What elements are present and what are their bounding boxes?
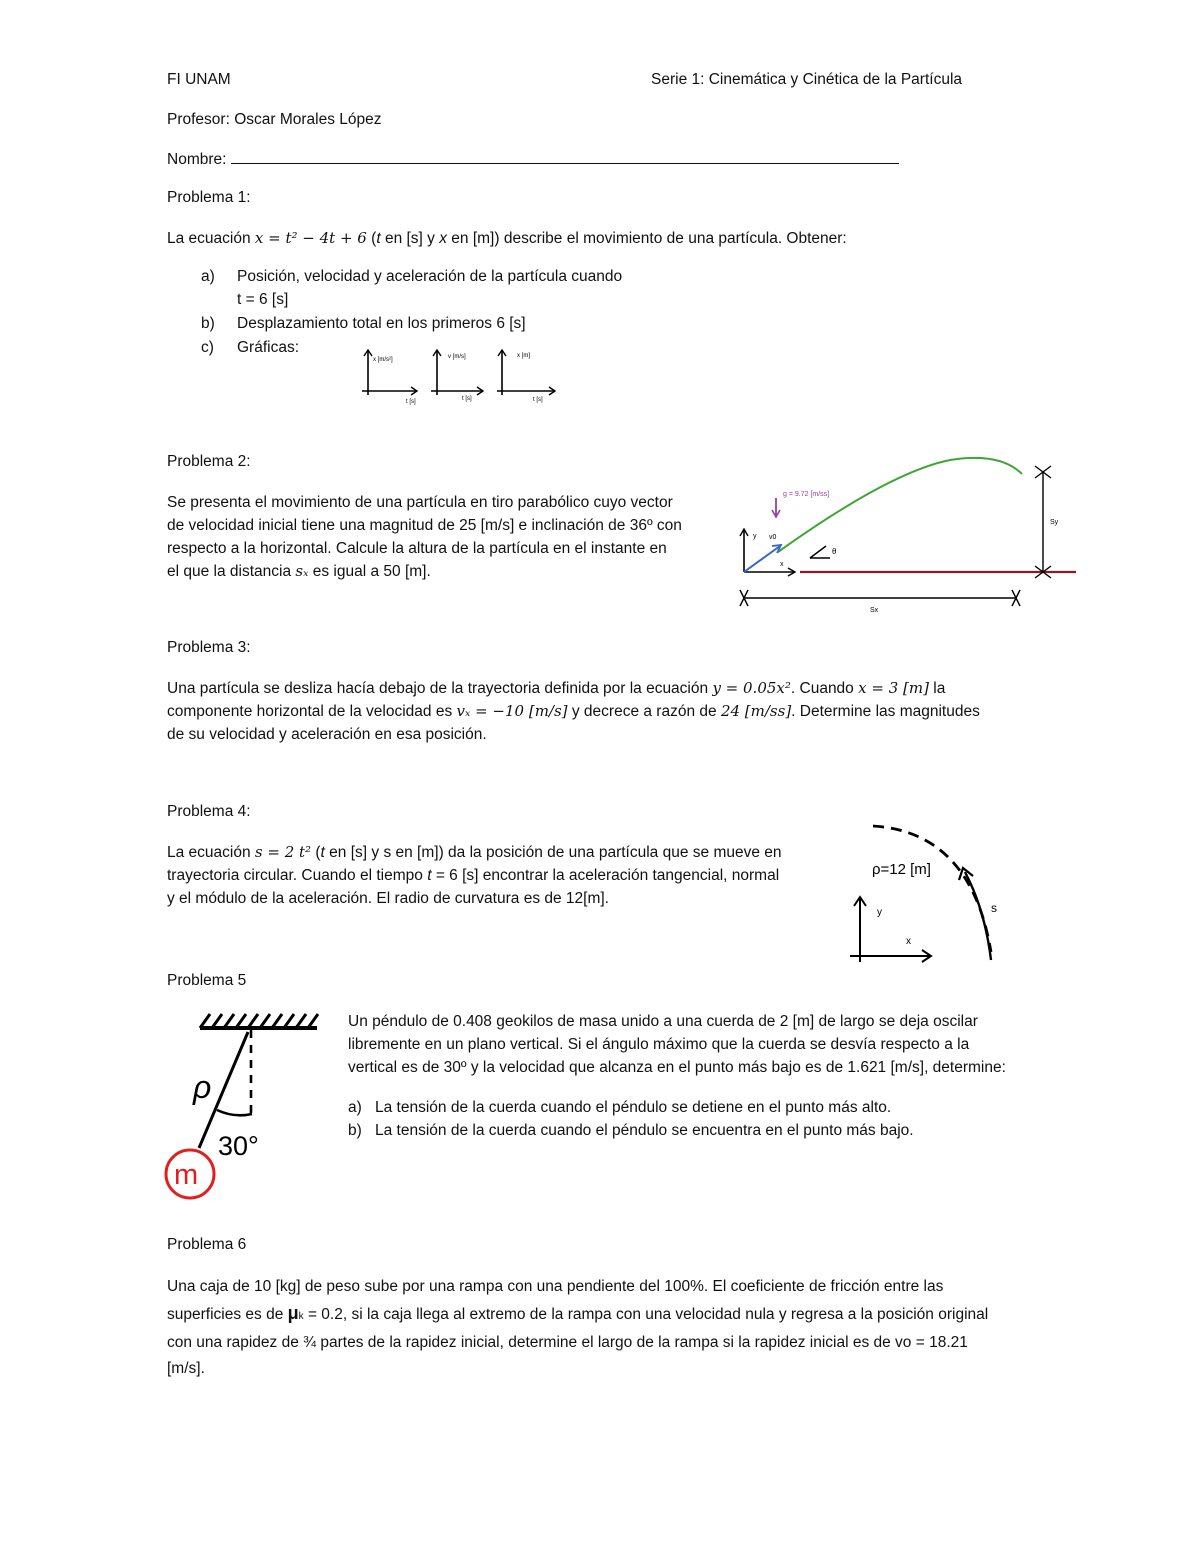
problem3-statement [167, 677, 1047, 746]
p1-t-var: t [376, 230, 381, 247]
p1-graph-2-ylabel: v [m/s] [448, 354, 466, 360]
p5-mass-label: m [174, 1159, 199, 1191]
p1-graph-1-ylabel: x [m/s²] [373, 357, 393, 363]
p6-line-3: con una rapidez de ¾ partes de la rapidez inicial, determine el largo de la rampa si la rapidez inicial es de vo = 18.21 [167, 1334, 968, 1351]
p3-l1c: la [933, 680, 946, 697]
p4-l1-t: t [320, 844, 325, 861]
p5-item-b-text: La tensión de la cuerda cuando el péndulo se encuentra en el punto más bajo. [375, 1122, 914, 1139]
p3-l2-eq2: 24 [m/ss] [720, 702, 792, 720]
p6-line-2 [167, 1300, 1047, 1330]
p2-line-4a: el que la distancia [167, 563, 292, 580]
p5-line-1: Un péndulo de 0.408 geokilos de masa unido a una cuerda de 2 [m] de largo se deja oscilar [348, 1013, 978, 1030]
p6-l2b: = 0.2, si la caja llega al extremo de la rampa con una velocidad nula y regresa a la posición original [307, 1306, 989, 1323]
p4-line-2 [167, 864, 817, 887]
name-field [167, 149, 899, 169]
problem2-title: Problema 2: [167, 453, 251, 470]
p5-line-2: libremente en un plano vertical. Si el ángulo máximo que la cuerda se desvía respecto a la [348, 1036, 970, 1053]
p2-y-axis-label: y [753, 533, 757, 540]
p2-v0-vector [744, 546, 780, 572]
p2-line-2: de velocidad inicial tiene una magnitud de 25 [m/s] e inclinación de 36º con [167, 517, 682, 534]
p1-graph-3-ylabel: x [m] [517, 353, 530, 359]
p1-stmt-b: ( [371, 230, 377, 247]
p1-item-a-text: Posición, velocidad y aceleración de la partícula cuando [237, 268, 623, 285]
p4-y-axis-label: y [877, 907, 882, 918]
p2-line-4b: es igual a 50 [m]. [312, 563, 431, 580]
p4-circular-figure [845, 820, 1015, 970]
p5-line-3: vertical es de 30º y la velocidad que alcanza en el punto más bajo es de 1.621 [m/s], determine: [348, 1059, 1006, 1076]
p3-l1-eq: y = 0.05x² [712, 679, 791, 697]
name-label: Nombre: [167, 151, 227, 168]
p1-stmt-a: La ecuación [167, 230, 251, 247]
problem1-statement [167, 229, 847, 248]
p1-stmt-c: en [s] y [384, 230, 435, 247]
p3-l2c: . Determine las magnitudes [791, 703, 980, 720]
p2-trajectory [778, 458, 1022, 552]
problem6-statement [167, 1274, 1047, 1382]
p2-v0-label: v0 [769, 534, 777, 541]
p4-l2-t: t [427, 867, 432, 884]
problem1-title: Problema 1: [167, 189, 251, 206]
name-blank-line [231, 149, 899, 164]
problem5-statement [348, 1010, 1068, 1079]
p3-line-1 [167, 677, 1047, 700]
p2-g-label: g = 9.72 [m/ss] [783, 491, 830, 498]
p1-x-var: x [439, 230, 447, 247]
p5-rho-label: ρ [193, 1069, 212, 1105]
p3-l1b: . Cuando [790, 680, 854, 697]
p1-item-c-text: Gráficas: [237, 339, 300, 356]
p5-pendulum-figure [160, 1008, 330, 1203]
p5-item-a [348, 1096, 1048, 1119]
p3-l2b: y decrece a razón de [571, 703, 717, 720]
p4-line-1 [167, 841, 817, 864]
problem4-title: Problema 4: [167, 803, 251, 820]
p4-l1-eq: s = 2 t² [254, 843, 312, 861]
problem5-title: Problema 5 [167, 972, 247, 989]
p1-item-b-label: b) [201, 315, 215, 332]
p6-l2a: superficies es de [167, 1306, 284, 1323]
p3-line-2 [167, 700, 1047, 723]
p1-graph-1 [362, 350, 417, 405]
problem6-title: Problema 6 [167, 1236, 247, 1253]
p1-graph-2 [431, 350, 483, 402]
p6-line-4: [m/s]. [167, 1360, 205, 1377]
p3-l1a: Una partícula se desliza hacía debajo de la trayectoria definida por la ecuación [167, 680, 709, 697]
p4-line-3: y el módulo de la aceleración. El radio de curvatura es de 12[m]. [167, 890, 609, 907]
problem2-statement [167, 491, 707, 583]
p1-graph-3-xlabel: t [s] [533, 397, 543, 403]
p5-item-b-label: b) [348, 1122, 362, 1139]
p3-l2-eq: vₓ = −10 [m/s] [456, 702, 568, 720]
p1-item-b-text: Desplazamiento total en los primeros 6 [s] [237, 315, 526, 332]
p1-item-b [201, 312, 801, 335]
header-right: Serie 1: Cinemática y Cinética de la Partícula [651, 71, 963, 88]
p2-x-axis-label: x [780, 561, 784, 568]
p2-sx-label: Sx [870, 607, 879, 614]
p1-graph-2-xlabel: t [s] [462, 396, 472, 402]
p1-equation: x = t² − 4t + 6 [254, 229, 367, 247]
p4-l2b: = 6 [s] encontrar la aceleración tangencial, normal [435, 867, 780, 884]
p3-l2a: componente horizontal de la velocidad es [167, 703, 453, 720]
p4-l1b: ( [315, 844, 321, 861]
p4-l1a: La ecuación [167, 844, 251, 861]
header-left: FI UNAM [167, 71, 231, 88]
p2-line-3: respecto a la horizontal. Calcule la altura de la partícula en el instante en [167, 540, 667, 557]
p2-line-1: Se presenta el movimiento de una partícula en tiro parabólico cuyo vector [167, 494, 673, 511]
professor: Profesor: Oscar Morales López [167, 111, 382, 128]
p4-l1c: en [s] y s en [m]) da la posición de una partícula que se mueve en [329, 844, 782, 861]
p1-item-a [201, 265, 801, 311]
p2-projectile-figure [730, 452, 1080, 617]
p1-graph-1-xlabel: t [s] [406, 399, 416, 405]
p4-s-label: s [991, 901, 997, 915]
p2-line-4 [167, 560, 707, 583]
problem4-statement [167, 841, 817, 910]
p4-l2a: trayectoria circular. Cuando el tiempo [167, 867, 423, 884]
p5-item-a-label: a) [348, 1099, 362, 1116]
p4-x-axis-label: x [906, 936, 911, 947]
p2-sy-label: Sy [1050, 519, 1059, 526]
p1-stmt-d: en [m]) describe el movimiento de una partícula. Obtener: [451, 230, 847, 247]
problem3-title: Problema 3: [167, 639, 251, 656]
p1-item-c-label: c) [201, 339, 214, 356]
p1-item-a-label: a) [201, 268, 215, 285]
p1-item-a-text2: t = 6 [s] [237, 291, 289, 308]
p3-line-3: de su velocidad y aceleración en esa posición. [167, 726, 487, 743]
p1-graphs-figure [360, 345, 560, 407]
p5-angle-label: 30° [218, 1131, 259, 1161]
p6-mu-symbol: μ [287, 1303, 299, 1323]
p4-rho-label: ρ=12 [m] [872, 861, 931, 878]
p5-item-a-text: La tensión de la cuerda cuando el péndulo se detiene en el punto más alto. [375, 1099, 892, 1116]
p3-l1-eq2: x = 3 [m] [858, 679, 929, 697]
p5-angle-arc [217, 1110, 252, 1115]
p5-item-b [348, 1119, 1048, 1142]
p1-graph-3 [497, 350, 555, 403]
p2-theta-label: θ [832, 547, 837, 556]
p6-line-1: Una caja de 10 [kg] de peso sube por una rampa con una pendiente del 100%. El coeficiente de fricción entre las [167, 1278, 944, 1295]
p2-sx-var: sₓ [295, 562, 309, 580]
p6-mu-subscript: k [298, 1311, 304, 1322]
